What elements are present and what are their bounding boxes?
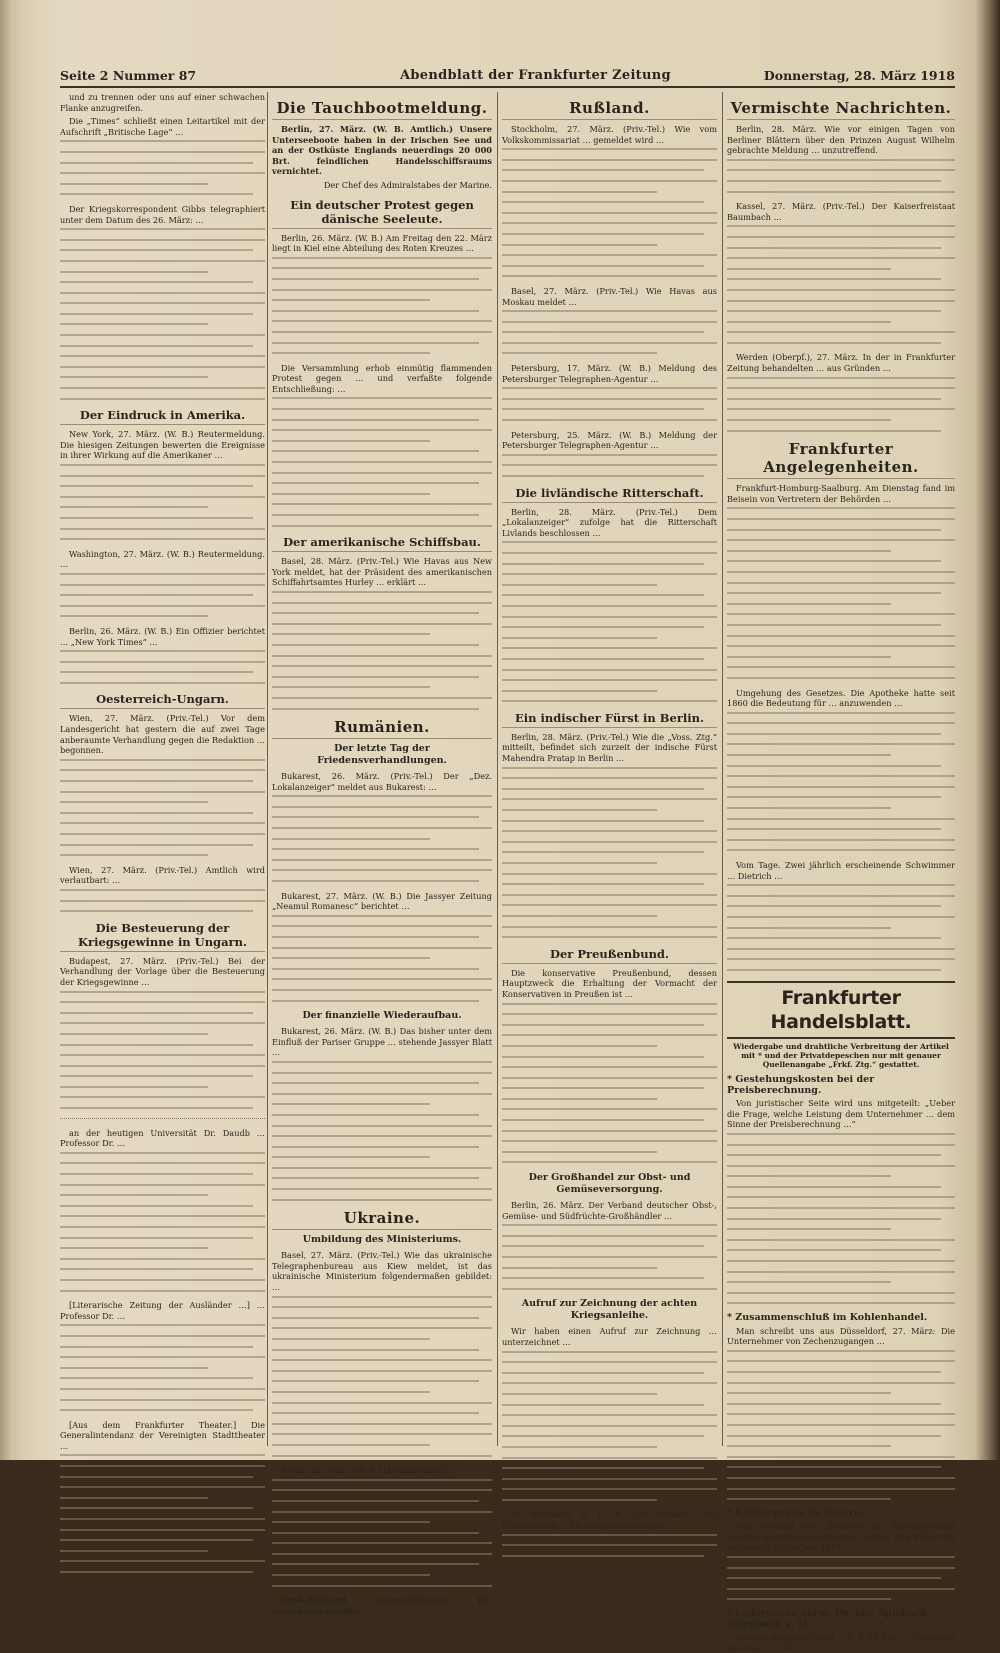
article-text: Bukarest, 27. März. (W. B.) Die Jassyer Zeitung „Neamul Romanesc“ berichtet … (272, 890, 492, 912)
article-text: und zu trennen oder uns auf einer schwachen Flanke anzugreifen. (60, 92, 265, 113)
text-lines (60, 1454, 265, 1573)
text-lines (60, 1324, 265, 1411)
article-signature: Der Chef des Admiralstabes der Marine. (323, 179, 492, 190)
article-text: Wie uns mitgeteilt wird … (i. V. 90 546) … Dividende von 8 (i. V. 8) %. (727, 1632, 955, 1653)
text-lines (727, 884, 955, 971)
article-text: New York, 27. März. (W. B.) Reutermeldung. Die hiesigen Zeitungen bewerten die Ereignisse in ihrer Wirkung auf die Amerikaner … (60, 429, 265, 461)
text-lines (502, 1003, 717, 1164)
text-lines (60, 759, 265, 856)
article-text: Von juristischer Seite wird uns mitgeteilt: „Ueber die Frage, welche Leistung dem Unternehmer … dem Sinne der Preisberechnung …“ (727, 1098, 955, 1130)
article-subheadline: Der Großhandel zur Obst- und Gemüseversorgung. (528, 1172, 691, 1196)
page-binding-shadow (0, 0, 14, 1460)
article-text: Berlin, 28. März. Wie vor einigen Tagen von Berliner Blättern über den Prinzen August Wilhelm gebrachte Meldung … unzutreffend. (727, 124, 955, 156)
article-headline: Ein indischer Fürst in Berlin. (502, 711, 717, 728)
article-headline: * Zusammenschluß im Kohlenhandel. (727, 1312, 928, 1323)
article-text: Berlin, 26. März. (W. B.) [Kreuzzeitung] … (281, 1465, 457, 1476)
column-rule (722, 92, 723, 1446)
article-text: Bukarest, 26. März. (W. B.) Das bisher unter dem Einfluß der Pariser Gruppe … stehende Jassyer Blatt … (272, 1026, 492, 1058)
text-lines (60, 1152, 265, 1292)
article-text: Die „Times“ schließt einen Leitartikel mit der Aufschrift „Britische Lage“ … (60, 116, 265, 137)
article-text: Werden (Oberpf.), 27. März. In der in Frankfurter Zeitung behandelten … aus Gründen … (727, 352, 955, 374)
article-subheadline: Der letzte Tag der Friedensverhandlungen. (317, 743, 447, 767)
feuilleton-text: [Literarische Zeitung der Ausländer …] … Professor Dr. … (60, 1300, 265, 1321)
handelsblatt-title: Frankfurter Handelsblatt. (727, 981, 955, 1039)
text-lines (272, 1479, 492, 1587)
text-lines (727, 712, 955, 852)
article-text: Berlin, 27. März. (W. B. Amtlich.) Unsere Unterseeboote haben in der Irischen See und an der Ostküste Englands neuerdings 20 000 Brt. feindlichen Handelsschiffsraums vernichtet. (272, 124, 492, 177)
article-text: Wien, 27. März. (Priv.-Tel.) Amtlich wird verlautbart: … (60, 864, 265, 886)
article-text: Vom Tage. Zwei jährlich erscheinende Schwimmer … Dietrich … (727, 860, 955, 881)
article-text: Basel, 27. März. (Priv.-Tel.) Wie das ukrainische Telegraphenbureau aus Kiew meldet, ist das ukrainische Ministerium folgendermaßen gebildet: … (272, 1250, 492, 1293)
article-text: Man schreibt uns aus Düsseldorf, 27. März: Die Unternehmer von Zechenzugangen … (727, 1325, 955, 1347)
article-headline: Der Eindruck in Amerika. (60, 408, 265, 425)
article-text: Umgehung des Gesetzes. Die Apotheke hatte seit 1860 die Bedeutung für … anzuwenden … (727, 687, 955, 709)
article-subheadline: Umbildung des Ministeriums. (302, 1234, 462, 1246)
article-text: Groß-Rußland ausgeschlossen ist, vornehmen werden. (272, 1595, 492, 1616)
section-divider (60, 1118, 265, 1125)
article-text: Wir haben einen Aufruf zur Zeichnung … unterzeichnet … (502, 1326, 717, 1347)
text-lines (502, 387, 717, 421)
column-1 (60, 92, 265, 1451)
text-lines (272, 1061, 492, 1201)
text-lines (272, 257, 492, 354)
text-lines (60, 573, 265, 617)
article-text: Petersburg, 25. März. (W. B.) Meldung der Petersburger Telegraphen-Agentur … (502, 429, 717, 451)
column-rule (267, 92, 268, 1446)
text-lines (60, 140, 265, 195)
text-lines (727, 1133, 955, 1305)
page-header (60, 66, 955, 88)
text-lines (502, 767, 717, 939)
feuilleton-text: [Aus dem Frankfurter Theater.] Die Generalintendanz der Vereinigten Stadttheater … (60, 1419, 265, 1451)
text-lines (60, 228, 265, 400)
article-headline: Frankfurter Angelegenheiten. (727, 440, 955, 479)
text-lines (60, 991, 265, 1110)
text-lines (272, 795, 492, 882)
issue-date: Donnerstag, 28. März 1918 (763, 68, 955, 83)
column-3 (502, 92, 717, 1531)
text-lines (502, 541, 717, 702)
article-headline: Der amerikanische Schiffsbau. (272, 535, 492, 552)
masthead: Abendblatt der Frankfurter Zeitung (400, 68, 671, 83)
article-text: Der Kriegskorrespondent Gibbs telegraphiert unter dem Datum des 26. März: … (60, 203, 265, 225)
article-text: Berlin, 28. März. (Priv.-Tel.) Dem „Lokalanzeiger“ zufolge hat die Ritterschaft Livlands beschlossen … (502, 506, 717, 538)
text-lines (272, 397, 492, 526)
text-lines (727, 159, 955, 193)
text-lines (502, 1534, 717, 1557)
article-text: Stockholm, 27. März. (Priv.-Tel.) Wie vom Volkskommissariat … gemeldet wird … (502, 124, 717, 145)
article-headline: * Loderwerke vorm. Ph. Jac. Spichard, Offenbach a. M. (727, 1608, 930, 1630)
article-text: Budapest, 27. März. (Priv.-Tel.) Bei der Verhandlung der Vorlage über die Besteuerung der Kriegsgewinne … (60, 955, 265, 987)
handelsblatt-notice: Wiedergabe und drahtliche Verbreitung der Artikel mit * und der Privatdepeschen nur mit genauer Quellenangabe „Frkf. Ztg.“ gestattet. (733, 1041, 949, 1069)
text-lines (502, 148, 717, 277)
article-text: Washington, 27. März. (W. B.) Reutermeldung. … (60, 548, 265, 570)
page-number: Seite 2 Nummer 87 (60, 68, 197, 83)
text-lines (60, 650, 265, 684)
text-lines (727, 507, 955, 679)
text-lines (272, 1296, 492, 1457)
article-headline: * Kohlenpreise in Bayern. (727, 1507, 864, 1519)
article-text: Kassel, 27. März. (Priv.-Tel.) Der Kaiserfreistaat Baumbach … (727, 201, 955, 222)
article-text: Berlin, 26. März. Der Verband deutscher Obst-, Gemüse- und Südfrüchte-Großhändler … (502, 1200, 717, 1221)
column-rule (497, 92, 498, 1446)
text-lines (727, 1556, 955, 1600)
article-text: Berlin, 26. März. (W. B.) Ein Offizier berichtet … „New York Times“ … (60, 625, 265, 647)
article-text: Berlin, 26. März. (W. B.) Am Freitag den 22. März liegt in Kiel eine Abteilung des Roten Kreuzes … (272, 232, 492, 254)
text-lines (272, 591, 492, 710)
article-headline: Der Preußenbund. (502, 947, 717, 964)
text-lines (727, 225, 955, 344)
article-headline: Ein deutscher Protest gegen dänische Seeleute. (272, 198, 492, 229)
text-lines (727, 377, 955, 432)
column-4 (727, 92, 955, 1653)
article-text: H. Reinhardt a. b. N. Die Debatte Carl Freudenberg … für Kriegsbeschädigten … (502, 1509, 717, 1531)
article-text: Die Versammlung erhob einmütig flammenden Protest gegen … und verfaßte folgende Entschließung: … (272, 362, 492, 394)
article-text: Frankfurt-Homburg-Saalburg. Am Dienstag fand im Beisein von Vertretern der Behörden … (727, 483, 955, 504)
text-lines (502, 310, 717, 354)
column-2 (272, 92, 492, 1616)
text-lines (502, 454, 717, 477)
article-text: Basel, 28. März. (Priv.-Tel.) Wie Havas aus New York meldet, hat der Präsident des amerikanischen Schiffahrtsamtes Hurley … erklärt … (272, 556, 492, 588)
text-lines (272, 915, 492, 1002)
article-text: Die konservative Preußenbund, dessen Hauptzweck die Erhaltung der Vormacht der Konservativen in Preußen ist … (502, 967, 717, 999)
article-text: Berlin, 28. März. (Priv.-Tel.) Wie die „Voss. Ztg.“ mitteilt, befindet sich zurzeit der indische Fürst Mahendra Pratap in Berlin … (502, 731, 717, 764)
article-headline: * Gestehungskosten bei der Preisberechnung. (727, 1073, 875, 1096)
text-lines (727, 1350, 955, 1500)
article-headline: Die Tauchbootmeldung. (272, 99, 492, 120)
article-headline: Die livländische Ritterschaft. (502, 486, 717, 503)
article-text: Wien, 27. März. (Priv.-Tel.) Vor dem Landesgericht hat gestern die auf zwei Tage anberaumte Verhandlung gegen die Redaktion … begonnen. (60, 713, 265, 756)
text-lines (502, 1224, 717, 1290)
article-headline: Oesterreich-Ungarn. (60, 692, 265, 709)
article-headline: Vermischte Nachrichten. (727, 99, 955, 120)
article-text: Petersburg, 17. März. (W. B.) Meldung des Petersburger Telegraphen-Agentur … (502, 363, 717, 384)
feuilleton-text: an der heutigen Universität Dr. Daudb … Professor Dr. … (60, 1127, 265, 1149)
article-subheadline: Aufruf zur Zeichnung der achten Kriegsanleihe. (521, 1298, 698, 1322)
article-headline: Rußland. (502, 99, 717, 120)
article-subheadline: Der finanzielle Wiederaufbau. (302, 1010, 462, 1022)
article-headline: Rumänien. (272, 718, 492, 739)
article-text: Bukarest, 26. März. (Priv.-Tel.) Der „Dez. Lokalanzeiger“ meldet aus Bukarest: … (272, 771, 492, 792)
article-headline: Die Besteuerung der Kriegsgewinne in Ungarn. (60, 921, 265, 952)
article-text: Basel, 27. März. (Priv.-Tel.) Wie Havas aus Moskau meldet … (502, 285, 717, 307)
article-text: Man schreibt uns: „Während das Kohlensyndikat und der Saarfiskus beschlossen haben, ihre Preise für das zweite Vierteljahr 1918 … (727, 1521, 955, 1553)
text-lines (60, 889, 265, 912)
text-lines (60, 464, 265, 540)
text-lines (502, 1351, 717, 1501)
article-headline: Ukraine. (272, 1209, 492, 1230)
